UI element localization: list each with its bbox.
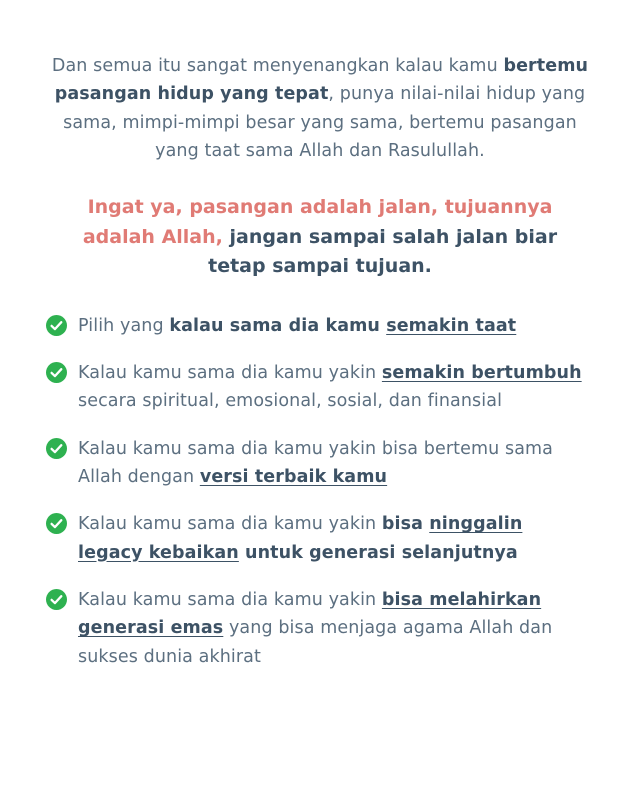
intro-text-lead: Dan semua itu sangat menyenangkan kalau kamu <box>51 56 504 76</box>
list-item-text <box>78 435 592 492</box>
text-segment: bisa melahirkan generasi emas <box>78 590 542 639</box>
list-item-text <box>78 359 592 416</box>
list-item-text <box>78 510 592 567</box>
intro-bold-phrase: bertemu pasangan hidup yang tepat <box>54 56 589 105</box>
text-segment: untuk generasi selanjutnya <box>238 542 518 563</box>
statement-red-text: Ingat ya, pasangan adalah jalan, tujuannya adalah Allah, <box>82 196 553 248</box>
text-segment: versi terbaik kamu <box>199 467 388 488</box>
list-item <box>46 510 592 567</box>
checklist <box>44 312 596 671</box>
text-segment: Kalau kamu sama dia kamu yakin <box>78 514 382 535</box>
text-segment: yang bisa menjaga agama Allah dan sukses dunia akhirat <box>78 618 553 667</box>
text-segment: Kalau kamu sama dia kamu yakin <box>78 590 382 611</box>
intro-paragraph <box>44 52 596 165</box>
check-circle-icon <box>46 315 67 336</box>
list-item <box>46 359 592 416</box>
list-item <box>46 586 592 671</box>
text-segment: secara spiritual, emosional, sosial, dan finansial <box>78 391 503 412</box>
list-item-text <box>78 586 592 671</box>
text-segment: Kalau kamu sama dia kamu yakin bisa bertemu sama Allah dengan <box>78 438 553 488</box>
check-circle-icon <box>46 438 67 459</box>
text-segment: semakin bertumbuh <box>381 363 582 384</box>
check-circle-icon <box>46 513 67 534</box>
text-segment: Kalau kamu sama dia kamu yakin <box>78 363 382 384</box>
check-circle-icon <box>46 362 67 383</box>
text-segment: bisa <box>381 514 430 535</box>
text-segment: ninggalin legacy kebaikan <box>78 514 523 563</box>
list-item <box>46 435 592 492</box>
check-circle-icon <box>46 589 67 610</box>
list-item-text <box>78 312 516 340</box>
highlighted-statement <box>44 193 596 281</box>
text-segment: Pilih yang <box>78 315 170 336</box>
text-segment: kalau sama dia kamu <box>169 315 387 336</box>
statement-dark-text: jangan sampai salah jalan biar tetap sampai tujuan. <box>208 225 558 278</box>
list-item <box>46 312 592 340</box>
intro-text-rest: , punya nilai-nilai hidup yang sama, mimpi-mimpi besar yang sama, bertemu pasangan yang taat sama Allah dan Rasulullah. <box>63 84 586 162</box>
text-segment: semakin taat <box>386 315 517 336</box>
